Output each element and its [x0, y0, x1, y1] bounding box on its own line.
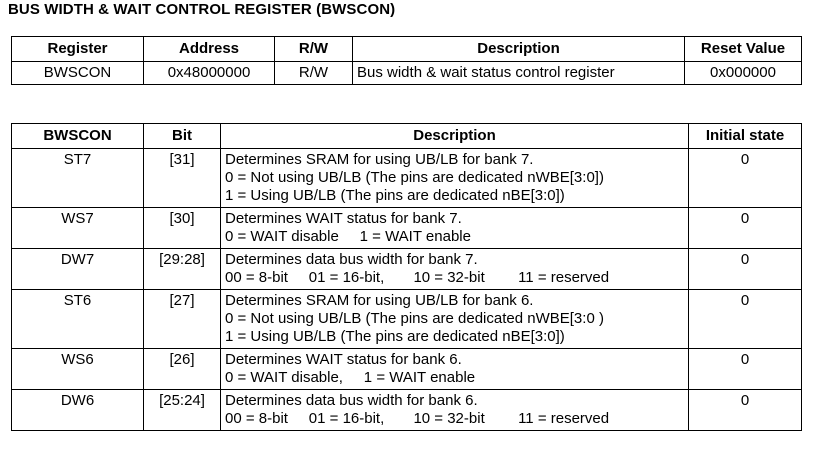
description-line: 0 = WAIT disable, 1 = WAIT enable	[225, 369, 476, 386]
field-name: ST7	[12, 149, 144, 208]
field-description	[221, 349, 689, 390]
field-initial-state: 0	[689, 249, 802, 290]
description-line: 1 = Using UB/LB (The pins are dedicated nBE[3:0])	[225, 328, 565, 345]
field-initial-state: 0	[689, 149, 802, 208]
field-initial-state: 0	[689, 349, 802, 390]
summary-header-row	[12, 37, 802, 62]
header-reset-value: Reset Value	[685, 37, 802, 62]
header-description: Description	[221, 124, 689, 149]
header-rw: R/W	[275, 37, 353, 62]
field-bit: [29:28]	[144, 249, 221, 290]
header-description: Description	[353, 37, 685, 62]
description-line: Determines WAIT status for bank 7.	[225, 210, 462, 227]
table-row	[12, 249, 802, 290]
field-description	[221, 249, 689, 290]
field-bit: [26]	[144, 349, 221, 390]
cell-rw: R/W	[275, 62, 353, 85]
summary-data-row	[12, 62, 802, 85]
field-bit: [25:24]	[144, 390, 221, 431]
cell-reset-value: 0x000000	[685, 62, 802, 85]
field-name: WS6	[12, 349, 144, 390]
field-description	[221, 390, 689, 431]
description-line: 0 = Not using UB/LB (The pins are dedicated nWBE[3:0 )	[225, 310, 604, 327]
cell-description: Bus width & wait status control register	[353, 62, 685, 85]
header-address: Address	[144, 37, 275, 62]
header-register: Register	[12, 37, 144, 62]
description-line: 00 = 8-bit 01 = 16-bit, 10 = 32-bit 11 = reserved	[225, 410, 610, 427]
field-initial-state: 0	[689, 290, 802, 349]
table-row	[12, 290, 802, 349]
field-description	[221, 149, 689, 208]
description-line: Determines SRAM for using UB/LB for bank 7.	[225, 151, 534, 168]
description-line: 1 = Using UB/LB (The pins are dedicated nBE[3:0])	[225, 187, 565, 204]
cell-register: BWSCON	[12, 62, 144, 85]
description-line: Determines data bus width for bank 6.	[225, 392, 478, 409]
page-title: BUS WIDTH & WAIT CONTROL REGISTER (BWSCON)	[8, 1, 396, 18]
table-row	[12, 349, 802, 390]
field-description	[221, 208, 689, 249]
table-row	[12, 390, 802, 431]
field-description	[221, 290, 689, 349]
header-initial-state: Initial state	[689, 124, 802, 149]
field-bit: [31]	[144, 149, 221, 208]
description-line: 0 = WAIT disable 1 = WAIT enable	[225, 228, 471, 245]
field-name: DW6	[12, 390, 144, 431]
table-row	[12, 149, 802, 208]
table-row	[12, 208, 802, 249]
field-initial-state: 0	[689, 390, 802, 431]
field-initial-state: 0	[689, 208, 802, 249]
cell-address: 0x48000000	[144, 62, 275, 85]
description-line: 0 = Not using UB/LB (The pins are dedicated nWBE[3:0])	[225, 169, 604, 186]
field-bit: [27]	[144, 290, 221, 349]
bit-fields-table	[11, 123, 802, 431]
description-line: Determines SRAM for using UB/LB for bank 6.	[225, 292, 534, 309]
field-bit: [30]	[144, 208, 221, 249]
field-name: ST6	[12, 290, 144, 349]
description-line: 00 = 8-bit 01 = 16-bit, 10 = 32-bit 11 = reserved	[225, 269, 610, 286]
field-name: DW7	[12, 249, 144, 290]
bits-header-row	[12, 124, 802, 149]
header-bwscon: BWSCON	[12, 124, 144, 149]
header-bit: Bit	[144, 124, 221, 149]
register-summary-table	[11, 36, 802, 85]
description-line: Determines WAIT status for bank 6.	[225, 351, 462, 368]
description-line: Determines data bus width for bank 7.	[225, 251, 478, 268]
field-name: WS7	[12, 208, 144, 249]
